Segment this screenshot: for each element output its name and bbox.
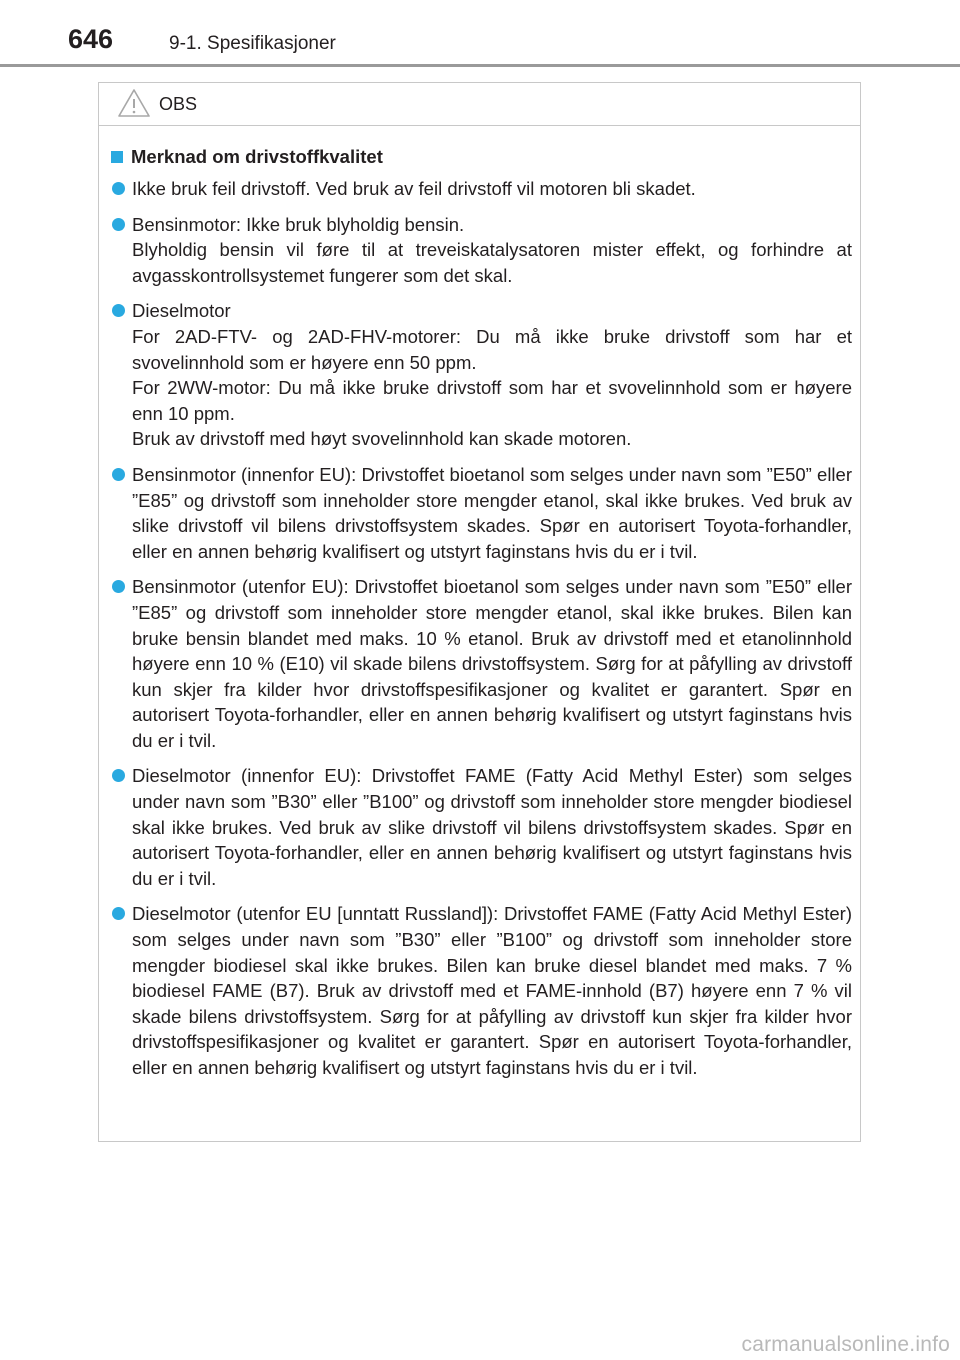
round-bullet-icon [112,182,125,195]
page-number: 646 [68,24,114,54]
list-item-text [132,901,852,1080]
list-item-text [132,763,852,891]
round-bullet-icon [112,907,125,920]
notice-label: OBS [159,94,198,114]
watermark: carmanualsonline.info [741,1333,950,1356]
list-item-line: Bensinmotor (innenfor EU): Drivstoffet bioetanol som selges under navn som ”E50” eller ”E85” og drivstoff som inneholder store mengder etanol, skal ikke brukes. Ved bruk av slike drivstoff vil bilens drivstoffsystem skades. Spør en autorisert Toyota-forhandler, eller en annen behørig kvalifisert og utstyrt faginstans hvis du er i tvil. [132,463,852,562]
notice-header [99,83,860,126]
square-bullet-icon [111,151,123,163]
list-item-line: Dieselmotor (innenfor EU): Drivstoffet FAME (Fatty Acid Methyl Ester) som selges under navn som ”B30” eller ”B100” og drivstoff som inneholder store mengder biodiesel skal ikke brukes. Ved bruk av slike drivstoff vil bilens drivstoffsystem skades. Spør en autorisert Toyota-forhandler, eller en annen behørig kvalifisert og utstyrt faginstans hvis du er i tvil. [132,765,852,889]
subsection-heading [111,146,852,168]
subsection-title: Merknad om drivstoffkvalitet [131,146,383,167]
list-item [111,763,852,891]
notice-body [99,126,860,1081]
list-item-text [132,298,852,452]
list-item-line: Ikke bruk feil drivstoff. Ved bruk av feil drivstoff vil motoren bli skadet. [132,178,696,199]
list-item-line: Dieselmotor (utenfor EU [unntatt Russland]): Drivstoffet FAME (Fatty Acid Methyl Ester) som selges under navn som ”B30” eller ”B100” og drivstoff som inneholder store mengder biodiesel skal ikke brukes. Bilen kan bruke diesel blandet med maks. 7 % biodiesel FAME (B7). Bruk av drivstoff med et FAME-innhold (B7) høyere enn 7 % vil skade bilens drivstoffsystem. Sørg for at påfylling av drivstoff kun skjer fra kilder hvor drivstoffspesifikasjoner og kvalitet er garantert. Spør en autorisert Toyota-forhandler, eller en annen behørig kvalifisert og utstyrt faginstans hvis du er i tvil. [132,903,852,1078]
round-bullet-icon [112,580,125,593]
round-bullet-icon [112,304,125,317]
list-item [111,212,852,289]
list-item-text [132,176,852,202]
list-item [111,462,852,564]
list-item [111,298,852,452]
list-item-line: Blyholdig bensin vil føre til at treveiskatalysatoren mister effekt, og forhindre at avgasskontrollsystemet fungerer som det skal. [132,239,852,286]
list-item-line: Bensinmotor (utenfor EU): Drivstoffet bioetanol som selges under navn som ”E50” eller ”E85” og drivstoff som inneholder store mengder etanol, skal ikke brukes. Bilen kan bruke bensin blandet med maks. 10 % etanol. Bruk av drivstoff med et etanolinnhold høyere enn 10 % (E10) vil skade bilens drivstoffsystem. Sørg for at påfylling av drivstoff kun skjer fra kilder hvor drivstoffspesifikasjoner og kvalitet er garantert. Spør en autorisert Toyota-forhandler, eller en annen behørig kvalifisert og utstyrt faginstans hvis du er i tvil. [132,576,852,751]
round-bullet-icon [112,468,125,481]
section-title: 9-1. Spesifikasjoner [169,33,336,54]
list-item-line: For 2AD-FTV- og 2AD-FHV-motorer: Du må ikke bruke drivstoff som har et svovelinnhold som er høyere enn 50 ppm. [132,325,852,373]
bullet-list [111,176,852,1081]
list-item-line: For 2WW-motor: Du må ikke bruke drivstoff som har et svovelinnhold som er høyere enn 10 ppm. [132,377,852,424]
list-item-line: Bruk av drivstoff med høyt svovelinnhold kan skade motoren. [132,428,632,450]
list-item [111,901,852,1080]
warning-triangle-icon [117,88,151,118]
list-item [111,176,852,202]
header-rule [0,64,960,67]
list-item-line: Bensinmotor: Ikke bruk blyholdig bensin. [132,213,465,235]
round-bullet-icon [112,218,125,231]
list-item-text [132,574,852,753]
list-item-text [132,462,852,564]
notice-box [98,82,861,1142]
list-item-line: Dieselmotor [132,300,231,322]
list-item-text [132,212,852,289]
round-bullet-icon [112,769,125,782]
list-item [111,574,852,753]
